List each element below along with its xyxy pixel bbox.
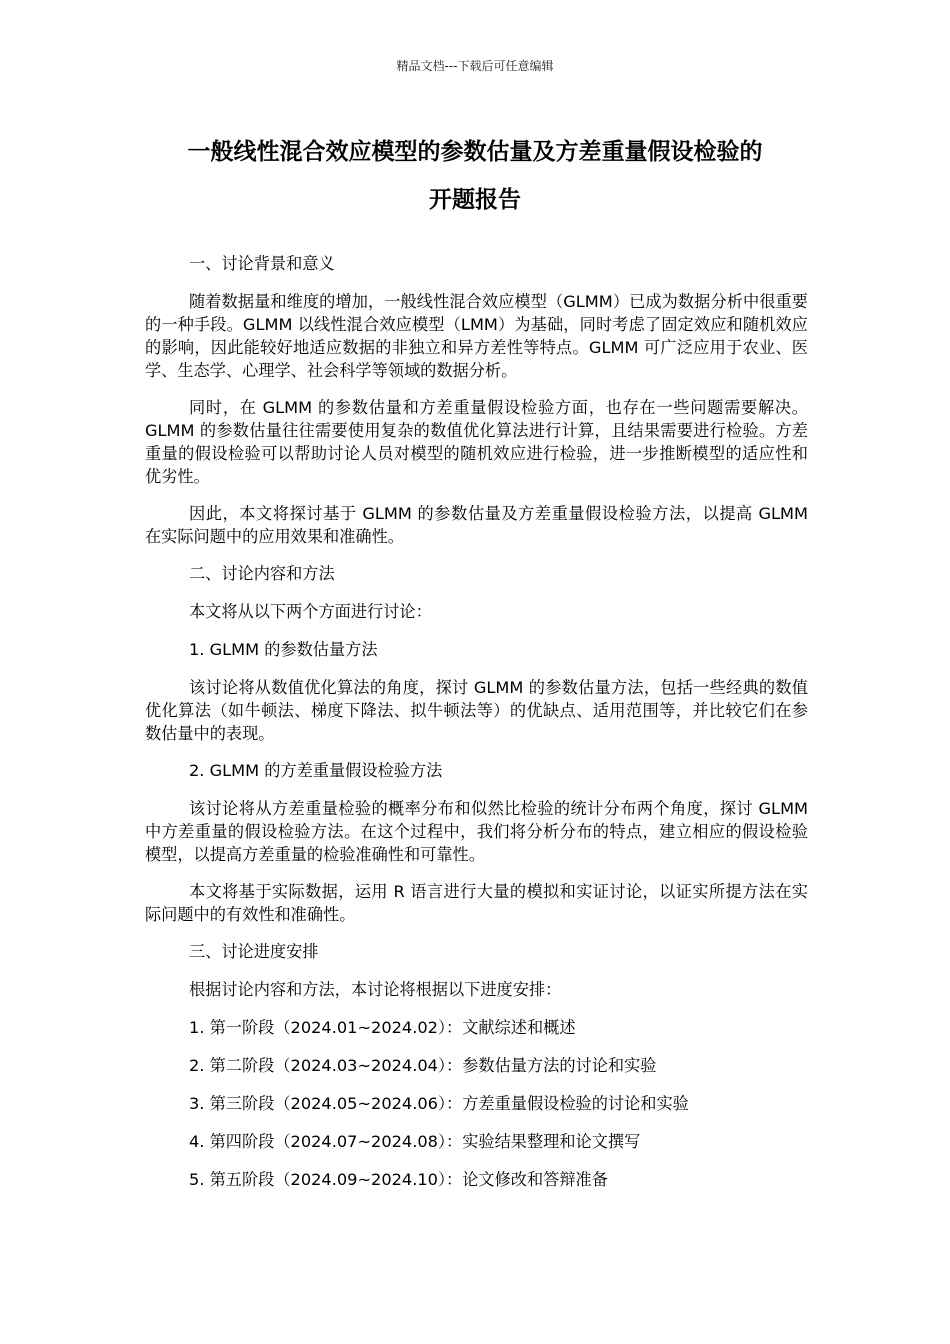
schedule-item: 5. 第五阶段（2024.09~2024.10）：论文修改和答辩准备 xyxy=(189,1170,608,1189)
schedule-item: 4. 第四阶段（2024.07~2024.08）：实验结果整理和论文撰写 xyxy=(189,1132,641,1151)
page-header: 精品文档---下载后可任意编辑 xyxy=(396,59,554,73)
item-heading-parameter-estimation: 1. GLMM 的参数估量方法 xyxy=(189,640,378,659)
section-heading-schedule: 三、讨论进度安排 xyxy=(189,942,319,961)
paragraph-parameter-estimation: 该讨论将从数值优化算法的角度，探讨 GLMM 的参数估量方法，包括一些经典的数值优化算法（如牛顿法、梯度下降法、拟牛顿法等）的优缺点、适用范围等，并比较它们在参数估量中的表现。 xyxy=(145,678,808,743)
document-title xyxy=(140,128,810,224)
schedule-item: 2. 第二阶段（2024.03~2024.04）：参数估量方法的讨论和实验 xyxy=(189,1056,657,1075)
document-body xyxy=(145,252,808,1206)
section-heading-background: 一、讨论背景和意义 xyxy=(189,254,335,273)
paragraph-content-intro: 本文将从以下两个方面进行讨论： xyxy=(189,602,432,621)
paragraph-background: 随着数据量和维度的增加，一般线性混合效应模型（GLMM）已成为数据分析中很重要的一种手段。GLMM 以线性混合效应模型（LMM）为基础，同时考虑了固定效应和随机效应的影响，因此能较好地适应数据的非独立和异方差性等特点。GLMM 可广泛应用于农业、医学、生态学、心理学、社会科学等领域的数据分析。 xyxy=(145,292,808,380)
schedule-item: 3. 第三阶段（2024.05~2024.06）：方差重量假设检验的讨论和实验 xyxy=(189,1094,689,1113)
paragraph-purpose: 因此，本文将探讨基于 GLMM 的参数估量及方差重量假设检验方法，以提高 GLMM 在实际问题中的应用效果和准确性。 xyxy=(145,504,808,546)
schedule-item: 1. 第一阶段（2024.01~2024.02）：文献综述和概述 xyxy=(189,1018,576,1037)
paragraph-problems: 同时，在 GLMM 的参数估量和方差重量假设检验方面，也存在一些问题需要解决。GLMM 的参数估量往往需要使用复杂的数值优化算法进行计算，且结果需要进行检验。方差重量的假设检验可以帮助讨论人员对模型的随机效应进行检验，进一步推断模型的适应性和优劣性。 xyxy=(145,398,808,486)
paragraph-schedule-intro: 根据讨论内容和方法，本讨论将根据以下进度安排： xyxy=(189,980,562,999)
title-line-2: 开题报告 xyxy=(429,187,521,213)
section-heading-content: 二、讨论内容和方法 xyxy=(189,564,335,583)
item-heading-variance-test: 2. GLMM 的方差重量假设检验方法 xyxy=(189,761,443,780)
paragraph-empirical: 本文将基于实际数据，运用 R 语言进行大量的模拟和实证讨论，以证实所提方法在实际问题中的有效性和准确性。 xyxy=(145,882,808,924)
title-line-1: 一般线性混合效应模型的参数估量及方差重量假设检验的 xyxy=(187,139,763,165)
paragraph-variance-test: 该讨论将从方差重量检验的概率分布和似然比检验的统计分布两个角度，探讨 GLMM 中方差重量的假设检验方法。在这个过程中，我们将分析分布的特点，建立相应的假设检验模型，以提高方差重量的检验准确性和可靠性。 xyxy=(145,799,808,864)
